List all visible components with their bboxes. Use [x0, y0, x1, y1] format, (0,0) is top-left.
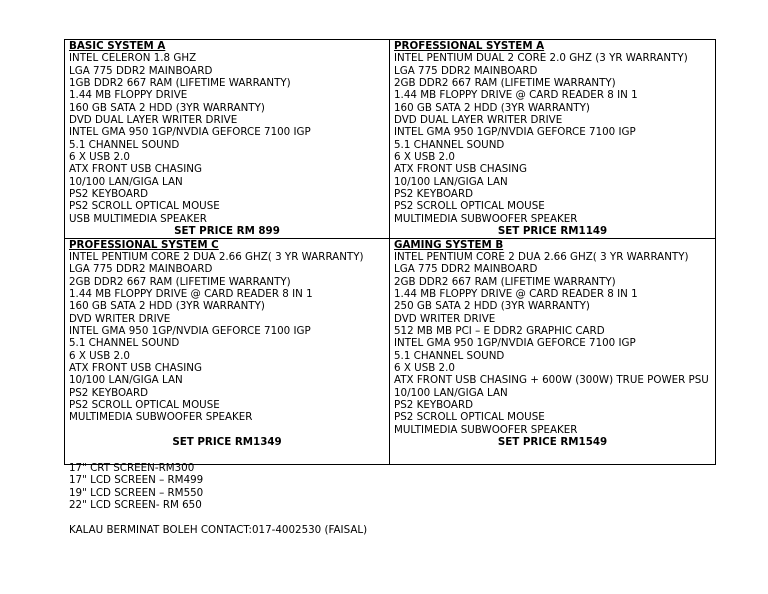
spec-line: 1GB DDR2 667 RAM (LIFETIME WARRANTY) [69, 77, 291, 90]
spec-line: 1.44 MB FLOPPY DRIVE @ CARD READER 8 IN 1 [69, 287, 313, 300]
spec-line: INTEL PENTIUM CORE 2 DUA 2.66 GHZ( 3 YR WARRANTY) [394, 250, 689, 263]
system-title: GAMING SYSTEM B [394, 238, 504, 251]
spec-line: PS2 KEYBOARD [394, 398, 474, 411]
spec-line: 1.44 MB FLOPPY DRIVE [69, 89, 188, 102]
spec-line: 2GB DDR2 667 RAM (LIFETIME WARRANTY) [394, 77, 616, 90]
spec-line: INTEL GMA 950 1GP/NVDIA GEFORCE 7100 IGP [394, 126, 636, 139]
spec-line: 6 X USB 2.0 [69, 349, 130, 362]
spec-line: ATX FRONT USB CHASING [69, 361, 202, 374]
spec-line: 512 MB MB PCI – E DDR2 GRAPHIC CARD [394, 324, 605, 337]
spec-line: DVD WRITER DRIVE [394, 312, 496, 325]
spec-line: ATX FRONT USB CHASING + 600W (300W) TRUE POWER PSU [394, 374, 709, 387]
spec-line: 2GB DDR2 667 RAM (LIFETIME WARRANTY) [394, 275, 616, 288]
spec-line: 5.1 CHANNEL SOUND [69, 138, 180, 151]
spec-line: INTEL GMA 950 1GP/NVDIA GEFORCE 7100 IGP [69, 126, 311, 139]
spec-line: 10/100 LAN/GIGA LAN [69, 175, 183, 188]
set-price: SET PRICE RM1349 [172, 436, 282, 448]
set-price: SET PRICE RM1149 [497, 225, 608, 238]
spec-line: 6 X USB 2.0 [69, 151, 130, 164]
spec-line: 5.1 CHANNEL SOUND [394, 349, 505, 362]
spec-line: MULTIMEDIA SUBWOOFER SPEAKER [394, 423, 578, 436]
spec-line: 1.44 MB FLOPPY DRIVE @ CARD READER 8 IN 1 [394, 89, 638, 102]
professional-system-c-cell [65, 238, 390, 464]
spec-line: 10/100 LAN/GIGA LAN [394, 386, 508, 399]
spec-line: INTEL CELERON 1.8 GHZ [69, 52, 197, 65]
spec-line: PS2 SCROLL OPTICAL MOUSE [69, 200, 220, 213]
system-title: PROFESSIONAL SYSTEM A [394, 40, 545, 52]
spec-line: MULTIMEDIA SUBWOOFER SPEAKER [394, 212, 578, 225]
system-title: BASIC SYSTEM A [69, 40, 166, 52]
basic-system-a-content [69, 40, 389, 238]
spec-line: 10/100 LAN/GIGA LAN [394, 175, 508, 188]
spec-line: 6 X USB 2.0 [394, 151, 455, 164]
price-list-table [64, 39, 716, 465]
professional-system-c-content [69, 239, 389, 449]
blank-line [69, 424, 389, 436]
spec-line: LGA 775 DDR2 MAINBOARD [69, 263, 213, 276]
table-row [65, 40, 716, 239]
spec-line: 160 GB SATA 2 HDD (3YR WARRANTY) [69, 300, 265, 313]
spec-line: PS2 SCROLL OPTICAL MOUSE [394, 200, 545, 213]
spec-line: ATX FRONT USB CHASING [69, 163, 202, 176]
spec-line: LGA 775 DDR2 MAINBOARD [394, 64, 538, 77]
spec-line: MULTIMEDIA SUBWOOFER SPEAKER [69, 411, 253, 424]
spec-line: LGA 775 DDR2 MAINBOARD [69, 64, 213, 77]
screen-price-line: 19" LCD SCREEN – RM550 [69, 486, 204, 499]
spec-line: DVD DUAL LAYER WRITER DRIVE [69, 114, 238, 127]
spec-line: DVD DUAL LAYER WRITER DRIVE [394, 114, 563, 127]
set-price: SET PRICE RM 899 [174, 225, 280, 238]
spec-line: INTEL GMA 950 1GP/NVDIA GEFORCE 7100 IGP [69, 324, 311, 337]
spec-line: PS2 SCROLL OPTICAL MOUSE [394, 411, 545, 424]
spec-line: 6 X USB 2.0 [394, 361, 455, 374]
spec-line: INTEL PENTIUM CORE 2 DUA 2.66 GHZ( 3 YR WARRANTY) [69, 250, 364, 263]
spec-line: INTEL PENTIUM DUAL 2 CORE 2.0 GHZ (3 YR WARRANTY) [394, 52, 688, 65]
spec-line: ATX FRONT USB CHASING [394, 163, 527, 176]
system-title: PROFESSIONAL SYSTEM C [69, 238, 219, 251]
screen-price-line: 17" LCD SCREEN – RM499 [69, 474, 204, 487]
spec-line: 10/100 LAN/GIGA LAN [69, 374, 183, 387]
spec-line: 250 GB SATA 2 HDD (3YR WARRANTY) [394, 300, 590, 313]
spec-line: INTEL GMA 950 1GP/NVDIA GEFORCE 7100 IGP [394, 337, 636, 350]
spec-line: 1.44 MB FLOPPY DRIVE @ CARD READER 8 IN 1 [394, 287, 638, 300]
spec-line: LGA 775 DDR2 MAINBOARD [394, 263, 538, 276]
spec-line: 5.1 CHANNEL SOUND [394, 138, 505, 151]
spec-line: USB MULTIMEDIA SPEAKER [69, 212, 207, 225]
contact-line: KALAU BERMINAT BOLEH CONTACT:017-4002530 (FAISAL) [69, 523, 368, 536]
professional-system-a-content [394, 40, 715, 238]
set-price: SET PRICE RM1549 [497, 436, 608, 448]
spec-line: 2GB DDR2 667 RAM (LIFETIME WARRANTY) [69, 275, 291, 288]
professional-system-a-cell [390, 40, 716, 239]
screen-prices-and-contact [69, 462, 709, 536]
table-row [65, 238, 716, 464]
spec-line: PS2 SCROLL OPTICAL MOUSE [69, 398, 220, 411]
spec-line: 160 GB SATA 2 HDD (3YR WARRANTY) [69, 101, 265, 114]
gaming-system-b-cell [390, 238, 716, 464]
screen-price-line: 17" CRT SCREEN-RM300 [69, 462, 195, 474]
spec-line: PS2 KEYBOARD [69, 386, 149, 399]
gaming-system-b-content [394, 239, 715, 449]
spec-line: 160 GB SATA 2 HDD (3YR WARRANTY) [394, 101, 590, 114]
blank-line [69, 511, 709, 523]
spec-line: PS2 KEYBOARD [394, 188, 474, 201]
basic-system-a-cell [65, 40, 390, 239]
spec-line: PS2 KEYBOARD [69, 188, 149, 201]
spec-line: 5.1 CHANNEL SOUND [69, 337, 180, 350]
spec-line: DVD WRITER DRIVE [69, 312, 171, 325]
screen-price-line: 22" LCD SCREEN- RM 650 [69, 499, 202, 512]
